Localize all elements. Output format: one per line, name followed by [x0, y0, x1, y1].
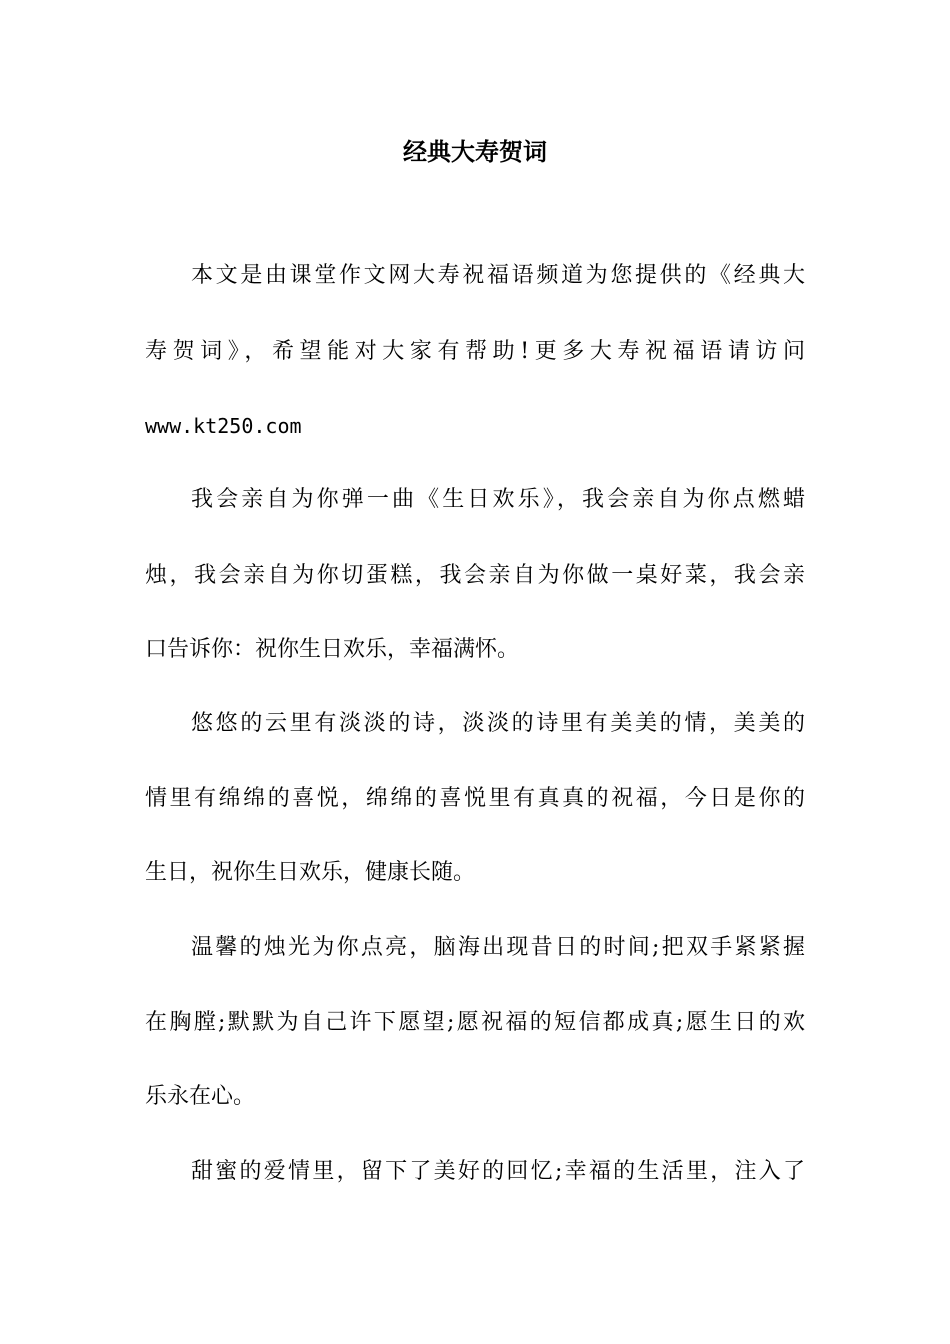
paragraph-line: 乐永在心。: [145, 1084, 256, 1109]
paragraph-line: 温馨的烛光为你点亮，脑海出现昔日的时间;把双手紧紧握: [191, 935, 805, 960]
paragraph-line: 甜蜜的爱情里，留下了美好的回忆;幸福的生活里，注入了: [191, 1159, 805, 1184]
paragraph-line: 口告诉你：祝你生日欢乐，幸福满怀。: [145, 637, 520, 662]
paragraph-line: 烛，我会亲自为你切蛋糕，我会亲自为你做一桌好菜，我会亲: [145, 563, 805, 588]
website-link[interactable]: www.kt250.com: [145, 414, 302, 438]
paragraph-line: 我会亲自为你弹一曲《生日欢乐》，我会亲自为你点燃蜡: [191, 487, 805, 512]
paragraph-line: 情里有绵绵的喜悦，绵绵的喜悦里有真真的祝福，今日是你的: [145, 786, 805, 811]
document-title: 经典大寿贺词: [403, 137, 547, 166]
paragraph-line: 本文是由课堂作文网大寿祝福语频道为您提供的《经典大: [191, 263, 805, 288]
paragraph-line: 在胸膛;默默为自己许下愿望;愿祝福的短信都成真;愿生日的欢: [145, 1010, 805, 1035]
paragraph-line: 悠悠的云里有淡淡的诗，淡淡的诗里有美美的情，美美的: [191, 711, 805, 736]
paragraph-line: 生日，祝你生日欢乐，健康长随。: [145, 860, 476, 885]
paragraph-line: 寿贺词》，希望能对大家有帮助!更多大寿祝福语请访问: [145, 339, 805, 364]
